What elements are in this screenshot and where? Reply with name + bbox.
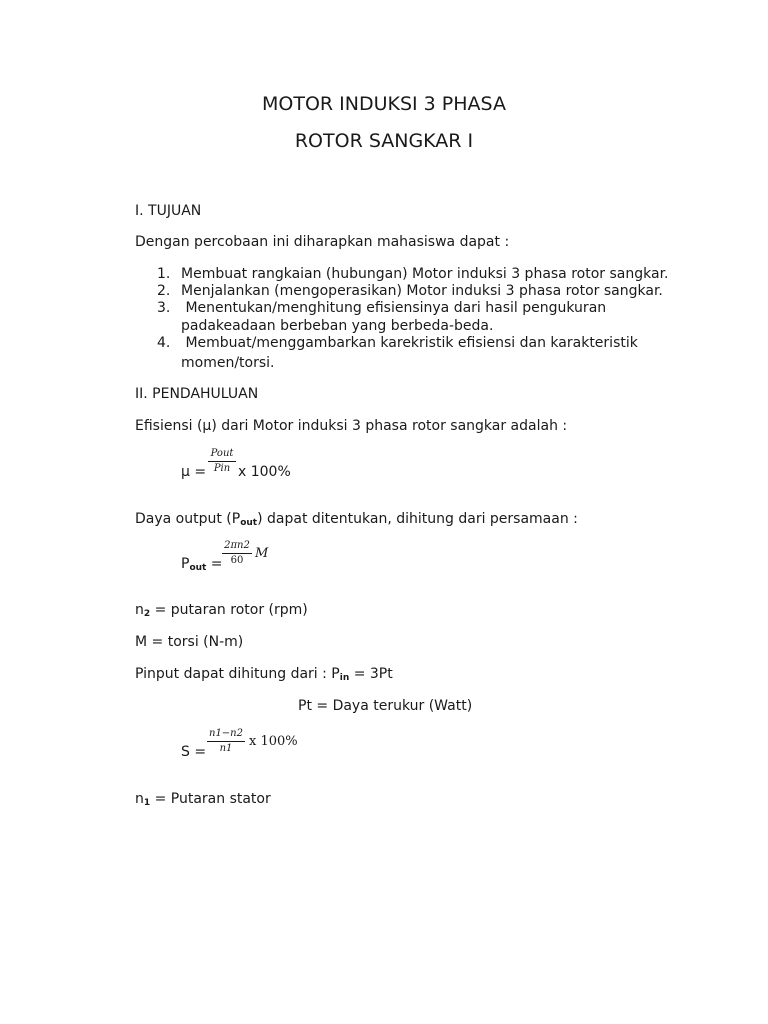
equation-rhs: M [255, 546, 269, 561]
pt-definition: Pt = Daya terukur (Watt) [298, 698, 473, 714]
fraction-numerator: Pout [210, 448, 234, 459]
list-number: 4. [157, 335, 171, 351]
n2-definition: $n_2$ = putaran rotor (rpm) [135, 602, 308, 619]
fraction [208, 448, 236, 475]
fraction-denominator: n1 [219, 743, 233, 754]
list-item: Menjalankan (mengoperasikan) Motor induksi 3 phasa rotor sangkar. [181, 283, 663, 299]
fraction [207, 728, 245, 755]
equation-lhs: µ = [181, 464, 207, 480]
section-heading-tujuan: I. TUJUAN [135, 203, 202, 219]
list-item: Membuat rangkaian (hubungan) Motor induksi 3 phasa rotor sangkar. [181, 266, 669, 282]
fraction [222, 540, 252, 567]
equation-rhs: x 100% [249, 734, 298, 749]
pinput-text: Pinput dapat dihitung dari : $P_{in} = 3Pt$ [135, 666, 393, 683]
fraction-bar [222, 553, 252, 554]
section-heading-pendahuluan: II. PENDAHULUAN [135, 386, 259, 402]
fraction-bar [207, 741, 245, 742]
fraction-bar [208, 461, 236, 462]
n1-definition: $n_1$ = Putaran stator [135, 791, 271, 808]
list-item: Membuat/menggambarkan karekristik efisiensi dan karakteristik [181, 335, 638, 351]
list-item-continuation: padakeadaan berbeban yang berbeda-beda. [181, 318, 494, 334]
tujuan-intro: Dengan percobaan ini diharapkan mahasiswa dapat : [135, 234, 510, 250]
list-number: 2. [157, 283, 171, 299]
title-line-2: ROTOR SANGKAR I [294, 130, 474, 152]
fraction-numerator: 2πn2 [224, 540, 250, 551]
equation-lhs: S = [181, 744, 207, 760]
list-item-continuation: momen/torsi. [181, 355, 275, 371]
list-number: 3. [157, 300, 171, 316]
equation-lhs: $P_{out}$ = [181, 556, 223, 573]
efisiensi-text: Efisiensi (µ) dari Motor induksi 3 phasa rotor sangkar adalah : [135, 418, 568, 434]
title-line-1: MOTOR INDUKSI 3 PHASA [262, 93, 506, 115]
list-item: Menentukan/menghitung efisiensinya dari hasil pengukuran [181, 300, 607, 316]
daya-output-text: Daya output $(P_{out})$ dapat ditentukan, dihitung dari persamaan : [135, 511, 578, 528]
fraction-denominator: Pin [213, 463, 231, 474]
list-number: 1. [157, 266, 171, 282]
fraction-denominator: 60 [230, 555, 244, 566]
equation-rhs: x 100% [238, 464, 291, 480]
fraction-numerator: n1−n2 [209, 728, 243, 739]
torque-definition: M = torsi (N-m) [135, 634, 244, 650]
